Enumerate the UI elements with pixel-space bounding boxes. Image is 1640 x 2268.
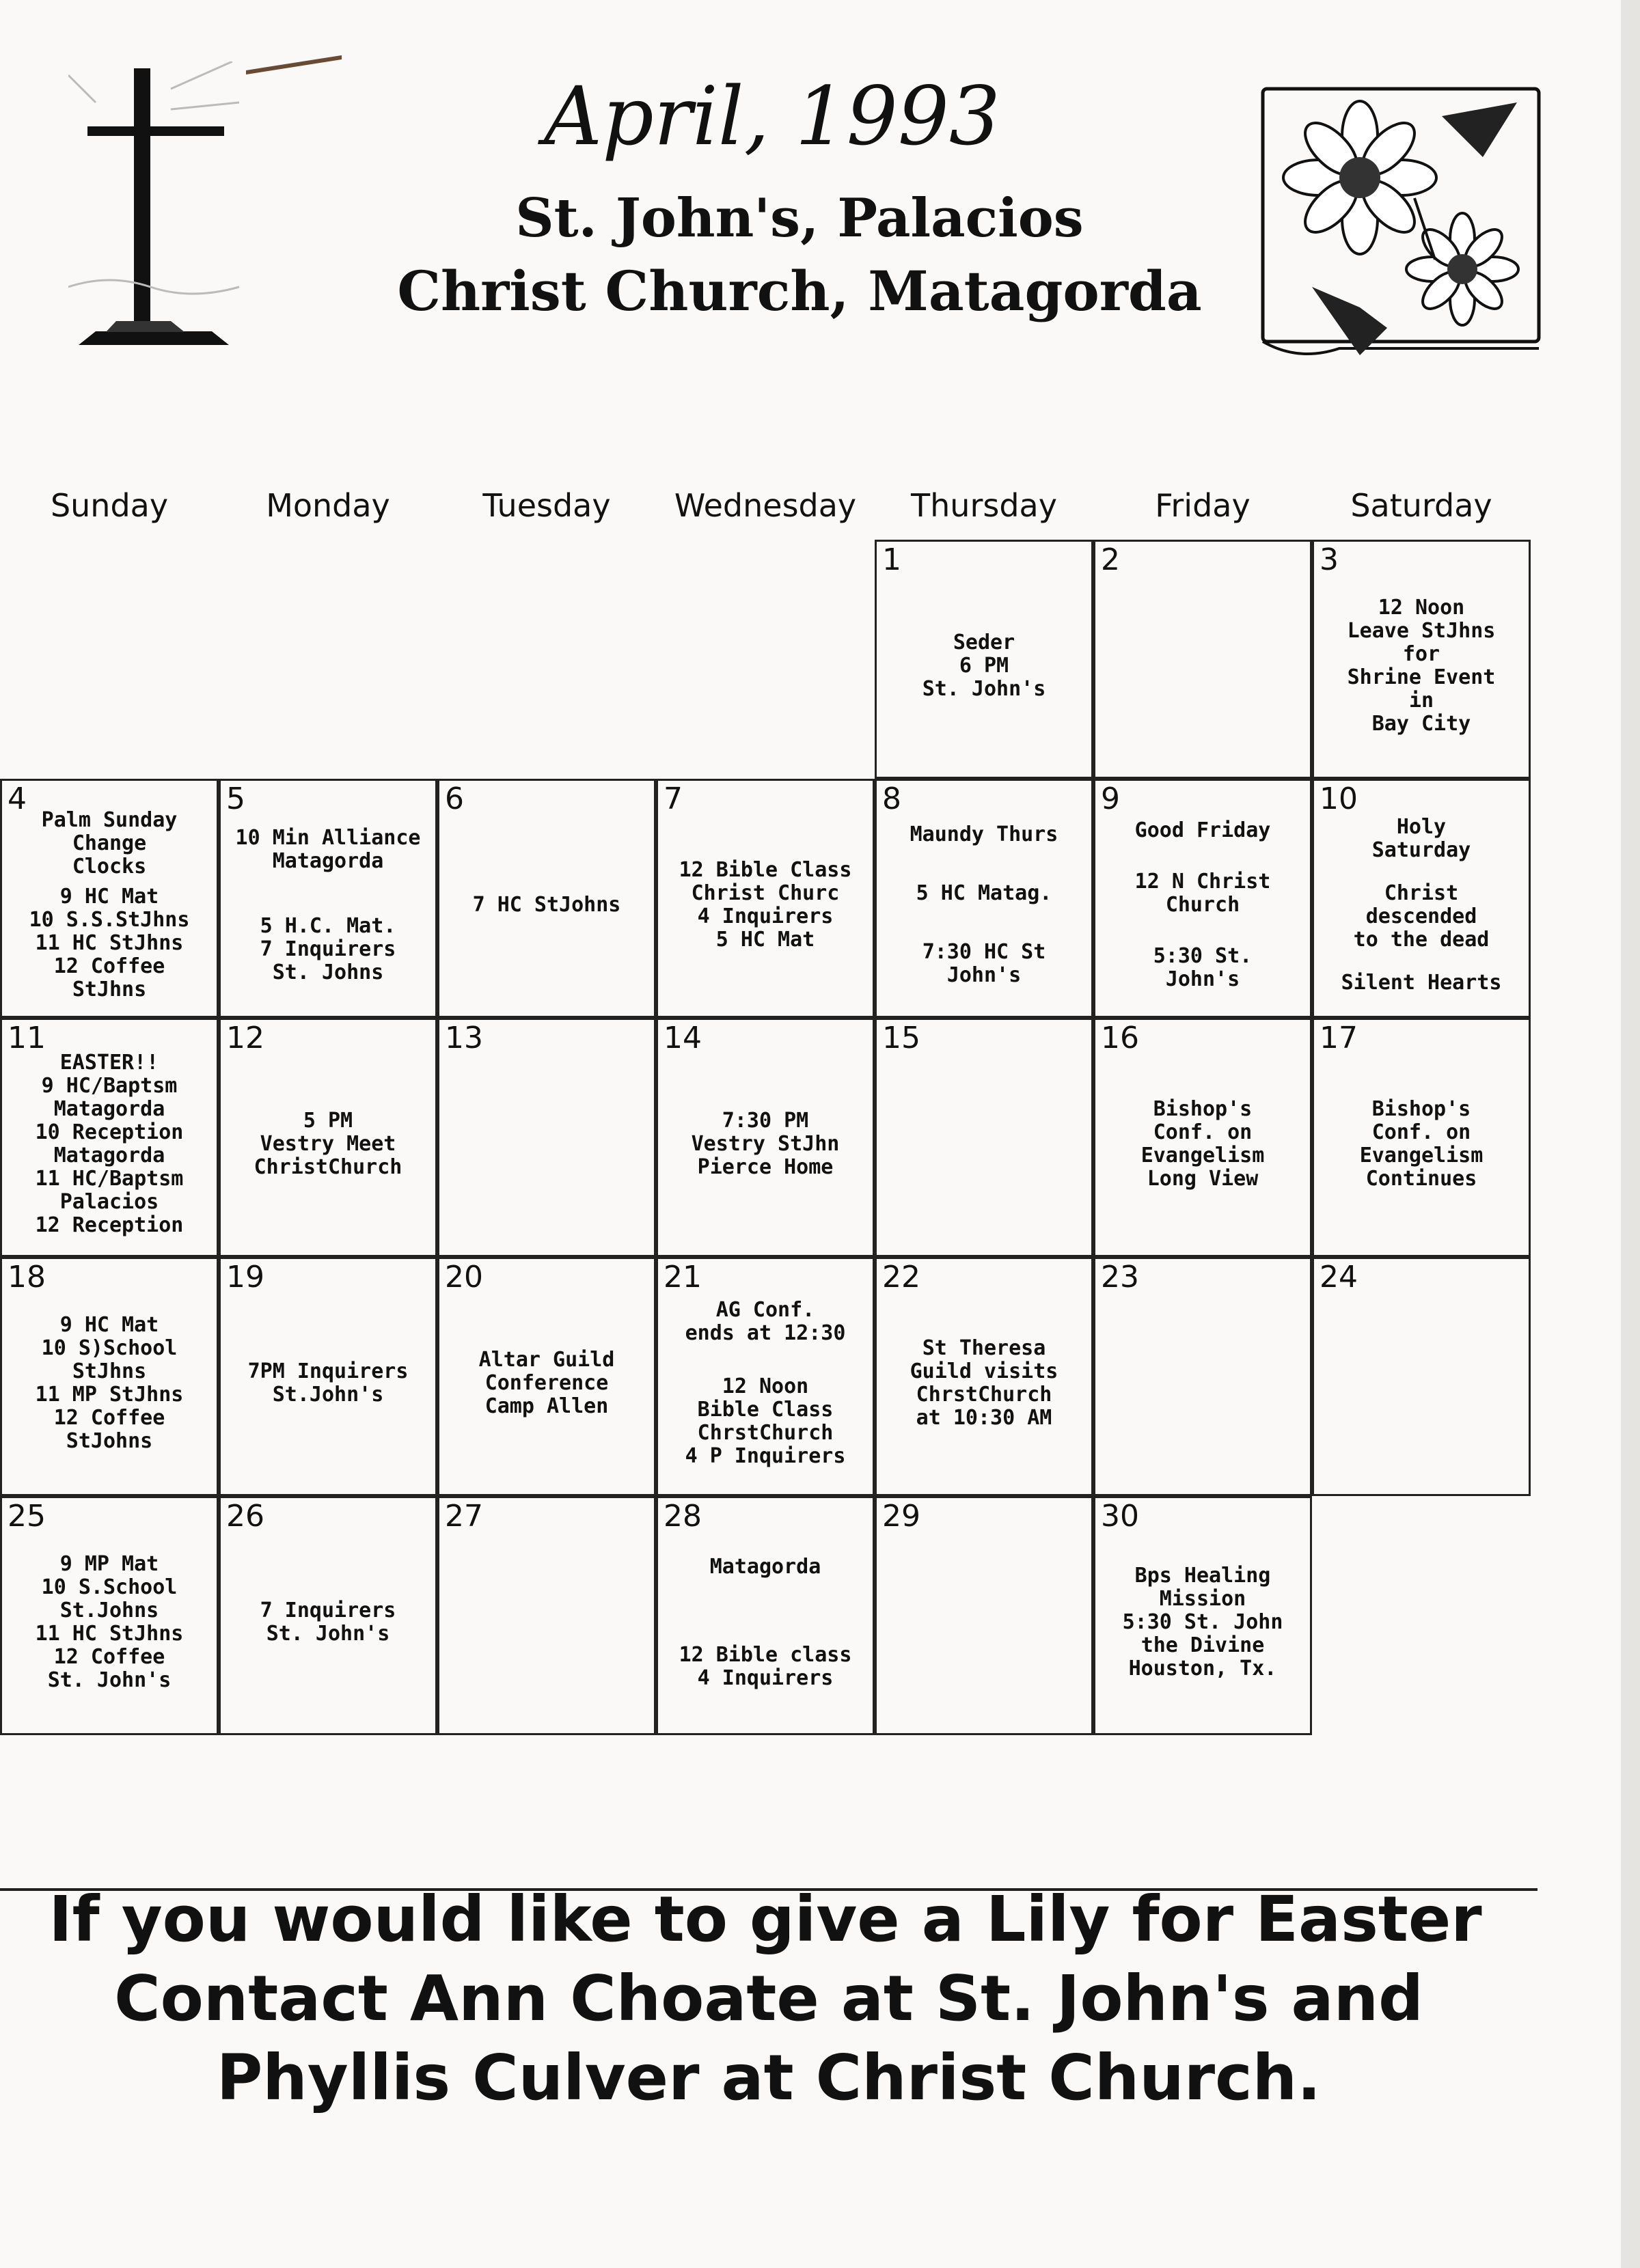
- event-text: AG Conf. ends at 12:30: [685, 1298, 846, 1345]
- calendar-day-cell: [219, 1496, 437, 1735]
- calendar-day-cell: [1312, 540, 1531, 779]
- event-text: 12 Noon Leave StJhns for Shrine Event in Bay City: [1347, 596, 1496, 736]
- day-number: 16: [1101, 1021, 1139, 1055]
- day-number: 14: [664, 1021, 702, 1055]
- day-events: [1098, 1284, 1307, 1483]
- event-text: Holy Saturday: [1371, 814, 1471, 862]
- parish-name-palacios: St. John's, Palacios: [515, 187, 1084, 249]
- day-events: [661, 1284, 870, 1483]
- day-events: [5, 1045, 214, 1244]
- day-events: [1098, 805, 1307, 1005]
- day-events: [223, 1284, 433, 1483]
- calendar-day-cell: [0, 1496, 219, 1735]
- calendar-day-cell: [0, 779, 219, 1018]
- day-events: [442, 805, 651, 1005]
- pen-mark: [246, 55, 342, 75]
- day-events: [1317, 805, 1526, 1005]
- calendar-day-cell: [875, 1496, 1093, 1735]
- event-text: 10 Min Alliance Matagorda: [235, 825, 421, 873]
- event-text: Palm Sunday Change Clocks: [41, 808, 178, 879]
- calendar-day-cell: [656, 779, 875, 1018]
- weekday-wednesday: Wednesday: [674, 487, 857, 524]
- day-events: [879, 805, 1089, 1005]
- day-number: 2: [1101, 542, 1120, 577]
- day-events: [223, 805, 433, 1005]
- day-events: [1317, 566, 1526, 766]
- day-number: 3: [1320, 542, 1339, 577]
- weekday-thursday: Thursday: [911, 487, 1057, 524]
- flowers-illustration-icon: [1257, 82, 1544, 369]
- event-text: 5:30 St. John's: [1153, 943, 1253, 991]
- footer-line-3: Phyllis Culver at Christ Church.: [216, 2041, 1322, 2114]
- calendar-day-cell: [875, 1257, 1093, 1496]
- calendar-day-cell: [875, 779, 1093, 1018]
- day-events: [5, 1284, 214, 1483]
- weekday-sunday: Sunday: [50, 487, 169, 524]
- event-text: Matagorda: [709, 1554, 821, 1579]
- calendar-day-cell: [1093, 1257, 1312, 1496]
- event-text: Seder 6 PM St. John's: [922, 631, 1046, 701]
- day-number: 7: [664, 782, 683, 816]
- event-text: 7 Inquirers St. John's: [260, 1599, 396, 1646]
- month-title: April, 1993: [544, 69, 1000, 163]
- day-events: [879, 1045, 1089, 1244]
- day-events: [223, 1523, 433, 1722]
- calendar-day-cell: [437, 1496, 656, 1735]
- calendar-day-cell: [656, 1257, 875, 1496]
- day-number: 15: [882, 1021, 920, 1055]
- event-text: 9 HC Mat 10 S)School StJhns 11 MP StJhns 12 Coffee StJohns: [35, 1313, 184, 1453]
- footer-line-1: If you would like to give a Lily for Easter: [49, 1883, 1482, 1956]
- calendar-day-cell: [1093, 540, 1312, 779]
- footer-line-2: Contact Ann Choate at St. John's and: [114, 1962, 1423, 2035]
- event-text: Bishop's Conf. on Evangelism Continues: [1359, 1097, 1484, 1191]
- event-text: 9 HC Mat 10 S.S.StJhns 11 HC StJhns 12 Coffee StJhns: [29, 885, 190, 1001]
- calendar-day-cell: [1312, 779, 1531, 1018]
- day-number: 20: [445, 1260, 483, 1295]
- event-text: 9 MP Mat 10 S.School St.Johns 11 HC StJhns 12 Coffee St. John's: [35, 1552, 184, 1692]
- day-number: 10: [1320, 782, 1358, 816]
- day-number: 28: [664, 1499, 702, 1534]
- day-number: 19: [226, 1260, 264, 1295]
- calendar-day-cell: [875, 1018, 1093, 1257]
- calendar-day-cell: [1093, 1018, 1312, 1257]
- parish-name-matagorda: Christ Church, Matagorda: [397, 259, 1202, 323]
- event-text: 12 Bible Class Christ Churc 4 Inquirers 5 HC Mat: [679, 858, 852, 952]
- event-text: 12 N Christ Church: [1134, 869, 1271, 917]
- day-events: [879, 566, 1089, 766]
- day-events: [661, 1045, 870, 1244]
- day-events: [661, 805, 870, 1005]
- day-events: [5, 805, 214, 1005]
- day-events: [223, 1045, 433, 1244]
- event-text: 5 PM Vestry Meet ChristChurch: [254, 1109, 402, 1179]
- weekday-tuesday: Tuesday: [482, 487, 611, 524]
- calendar-day-cell: [1093, 779, 1312, 1018]
- calendar-day-cell: [437, 1257, 656, 1496]
- event-text: Bishop's Conf. on Evangelism Long View: [1140, 1097, 1265, 1191]
- day-number: 22: [882, 1260, 920, 1295]
- calendar-day-cell: [219, 1018, 437, 1257]
- calendar-day-cell: [875, 540, 1093, 779]
- day-events: [442, 1523, 651, 1722]
- scan-edge: [1621, 0, 1640, 2268]
- day-number: 23: [1101, 1260, 1139, 1295]
- day-events: [1317, 1045, 1526, 1244]
- event-text: 7 HC StJohns: [472, 893, 621, 917]
- day-number: 26: [226, 1499, 264, 1534]
- day-number: 17: [1320, 1021, 1358, 1055]
- day-events: [1317, 1284, 1526, 1483]
- day-events: [5, 1523, 214, 1722]
- event-text: 12 Noon Bible Class ChrstChurch 4 P Inquirers: [685, 1374, 846, 1468]
- day-number: 8: [882, 782, 901, 816]
- day-number: 29: [882, 1499, 920, 1534]
- day-number: 11: [8, 1021, 46, 1055]
- day-number: 1: [882, 542, 901, 577]
- day-number: 27: [445, 1499, 483, 1534]
- event-text: 5 H.C. Mat. 7 Inquirers St. Johns: [260, 913, 396, 984]
- event-text: 7PM Inquirers St.John's: [247, 1359, 409, 1407]
- day-number: 5: [226, 782, 245, 816]
- calendar-day-cell: [1093, 1496, 1312, 1735]
- event-text: Good Friday: [1134, 818, 1271, 843]
- event-text: 12 Bible class 4 Inquirers: [679, 1642, 852, 1690]
- event-text: Silent Hearts: [1341, 971, 1502, 995]
- calendar-day-cell: [656, 1496, 875, 1735]
- event-text: 7:30 PM Vestry StJhn Pierce Home: [691, 1109, 840, 1179]
- calendar-day-cell: [437, 1018, 656, 1257]
- event-text: Maundy Thurs: [910, 822, 1058, 846]
- calendar-day-cell: [0, 1257, 219, 1496]
- weekday-friday: Friday: [1155, 487, 1250, 524]
- calendar-day-cell: [1312, 1018, 1531, 1257]
- day-number: 6: [445, 782, 464, 816]
- calendar-day-cell: [0, 1018, 219, 1257]
- calendar-day-cell: [219, 779, 437, 1018]
- day-number: 25: [8, 1499, 46, 1534]
- event-text: 7:30 HC St John's: [922, 940, 1046, 987]
- day-number: 24: [1320, 1260, 1358, 1295]
- event-text: EASTER!! 9 HC/Baptsm Matagorda 10 Reception Matagorda 11 HC/Baptsm Palacios 12 Reception: [35, 1051, 184, 1237]
- event-text: St Theresa Guild visits ChrstChurch at 10:30 AM: [910, 1336, 1058, 1430]
- cross-logo-icon: [68, 61, 246, 355]
- calendar-day-cell: [437, 779, 656, 1018]
- event-text: Altar Guild Conference Camp Allen: [478, 1348, 615, 1418]
- day-number: 21: [664, 1260, 702, 1295]
- day-number: 9: [1101, 782, 1120, 816]
- weekday-saturday: Saturday: [1350, 487, 1492, 524]
- calendar-day-cell: [656, 1018, 875, 1257]
- day-number: 12: [226, 1021, 264, 1055]
- day-number: 4: [8, 782, 27, 816]
- event-text: Bps Healing Mission 5:30 St. John the Divine Houston, Tx.: [1122, 1564, 1283, 1681]
- calendar-day-cell: [1312, 1257, 1531, 1496]
- day-number: 30: [1101, 1499, 1139, 1534]
- event-text: 5 HC Matag.: [916, 881, 1052, 905]
- day-number: 18: [8, 1260, 46, 1295]
- calendar-day-cell: [219, 1257, 437, 1496]
- day-number: 13: [445, 1021, 483, 1055]
- day-events: [661, 1523, 870, 1722]
- day-events: [442, 1045, 651, 1244]
- day-events: [1098, 1045, 1307, 1244]
- day-events: [879, 1523, 1089, 1722]
- day-events: [879, 1284, 1089, 1483]
- day-events: [442, 1284, 651, 1483]
- day-events: [1098, 566, 1307, 766]
- weekday-monday: Monday: [266, 487, 390, 524]
- day-events: [1098, 1523, 1307, 1722]
- event-text: Christ descended to the dead: [1353, 881, 1490, 952]
